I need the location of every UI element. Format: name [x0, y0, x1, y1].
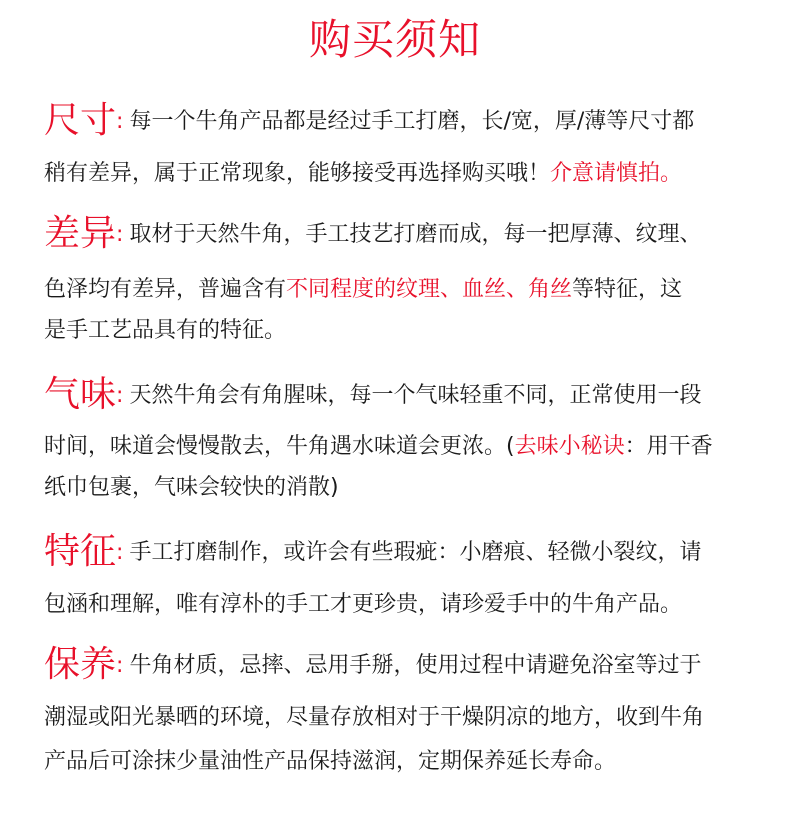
section-size-text-2: 稍有差异，属于正常现象，能够接受再选择购买哦！: [44, 161, 551, 186]
section-care-line-1: [44, 644, 702, 685]
section-size-line-2: [44, 159, 682, 189]
section-difference-highlight: 不同程度的纹理、血丝、角丝: [286, 277, 573, 302]
heading-colon: :: [116, 653, 124, 678]
heading-colon: :: [116, 383, 124, 408]
section-size-text-1: 每一个牛角产品都是经过手工打磨，长/宽，厚/薄等尺寸都: [129, 109, 695, 134]
section-difference-heading: 差异: [44, 213, 117, 254]
section-feature-heading: 特征: [44, 531, 117, 572]
section-difference-line-2: [44, 275, 682, 305]
section-size-heading: 尺寸: [44, 100, 117, 141]
section-smell-line-1: [44, 374, 702, 415]
section-feature-text-2: 包涵和理解，唯有淳朴的手工才更珍贵，请珍爱手中的牛角产品。: [44, 592, 683, 617]
section-smell-text-2a: 时间，味道会慢慢散去，牛角遇水味道会更浓。(: [44, 434, 515, 459]
section-difference-text-2a: 色泽均有差异，普遍含有: [44, 277, 287, 302]
section-smell-line-2: [44, 432, 713, 462]
section-feature-line-1: [44, 531, 702, 572]
section-difference-line-3: [44, 316, 286, 346]
page-title: 购买须知: [308, 15, 481, 64]
section-smell-text-3: 纸巾包裹，气味会较快的消散): [44, 475, 339, 500]
heading-colon: :: [116, 109, 124, 134]
section-care-heading: 保养: [44, 644, 117, 685]
section-smell-tip-label: 去味小秘诀: [514, 434, 625, 459]
section-difference-text-2b: 等特征，这: [572, 277, 683, 302]
heading-colon: :: [116, 222, 124, 247]
heading-colon: :: [116, 540, 124, 565]
section-care-text-3: 产品后可涂抹少量油性产品保持滋润，定期保养延长寿命。: [44, 749, 617, 774]
section-smell-text-1: 天然牛角会有角腥味，每一个气味轻重不同，正常使用一段: [129, 383, 702, 408]
section-care-text-2: 潮湿或阳光暴晒的环境，尽量存放相对于干燥阴凉的地方，收到牛角: [44, 705, 705, 730]
section-feature-line-2: [44, 590, 682, 620]
section-size-line-1: [44, 100, 695, 141]
section-smell-heading: 气味: [44, 374, 117, 415]
section-size-warning: 介意请慎拍。: [550, 161, 683, 186]
section-feature-text-1: 手工打磨制作，或许会有些瑕疵：小磨痕、轻微小裂纹，请: [129, 540, 702, 565]
section-care-line-3: [44, 747, 616, 777]
section-care-text-1: 牛角材质，忌摔、忌用手掰，使用过程中请避免浴室等过于: [129, 653, 702, 678]
section-difference-text-1: 取材于天然牛角，手工技艺打磨而成，每一把厚薄、纹理、: [129, 222, 702, 247]
section-smell-line-3: [44, 473, 339, 503]
section-difference-line-1: [44, 213, 702, 254]
section-difference-text-3: 是手工艺品具有的特征。: [44, 318, 287, 343]
section-smell-text-2b: ：用干香: [624, 434, 713, 459]
section-care-line-2: [44, 703, 704, 733]
